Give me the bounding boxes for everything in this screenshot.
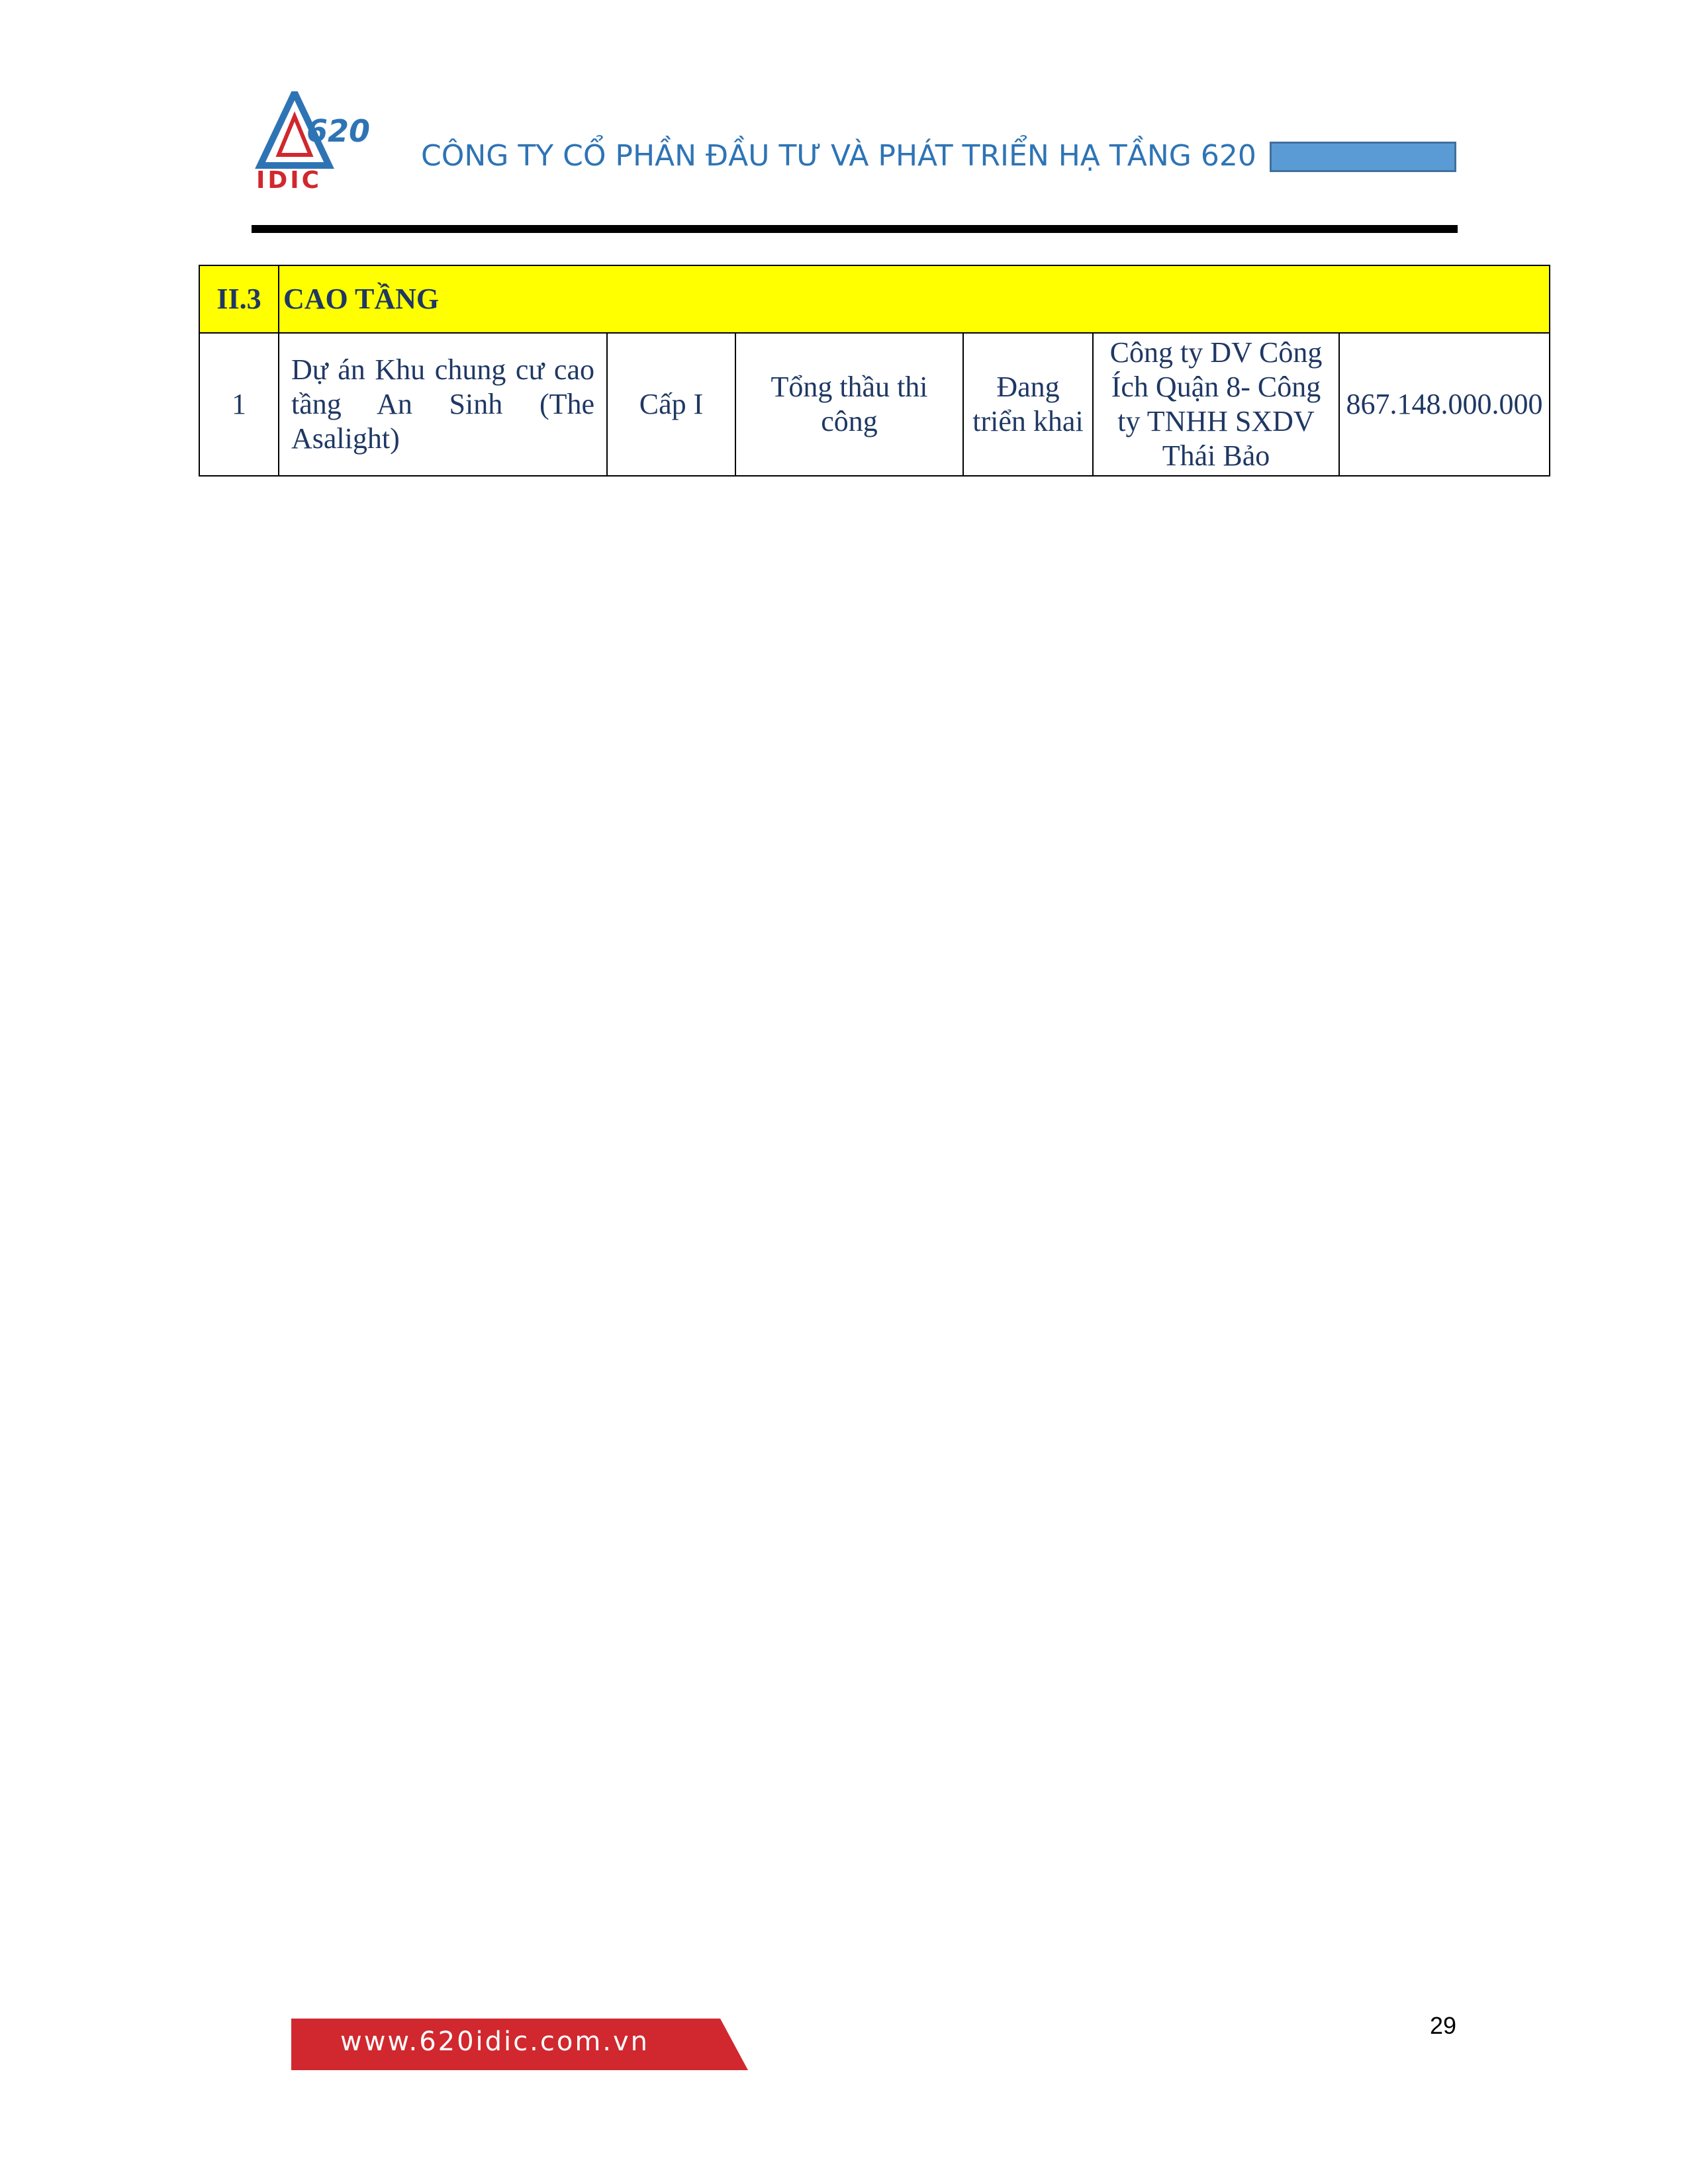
company-logo [255,91,387,197]
cell-stt: 1 [199,333,279,476]
table-row [199,333,1550,476]
cell-project-name: Dự án Khu chung cư cao tầng An Sinh (The Asalight) [279,333,607,476]
section-title: CAO TẦNG [279,265,1550,333]
cell-role: Tổng thầu thi công [735,333,963,476]
page-number: 29 [1430,2012,1457,2039]
header-divider [252,225,1458,233]
cell-status: Đang triển khai [963,333,1093,476]
company-name: CÔNG TY CỔ PHẦN ĐẦU TƯ VÀ PHÁT TRIỂN HẠ TẦNG 620 [421,139,1256,173]
cell-owner: Công ty DV Công Ích Quận 8- Công ty TNHH SXDV Thái Bảo [1093,333,1339,476]
section-header-row [199,265,1550,333]
cell-contract-value: 867.148.000.000 [1339,333,1550,476]
projects-table [199,265,1550,477]
logo-text-620: 620 [306,113,371,149]
cell-grade: Cấp I [607,333,735,476]
footer-website[interactable]: www.620idic.com.vn [340,2026,650,2057]
header-accent-bar [1270,142,1456,172]
section-code: II.3 [199,265,279,333]
logo-text-idic: IDIC [256,167,322,194]
